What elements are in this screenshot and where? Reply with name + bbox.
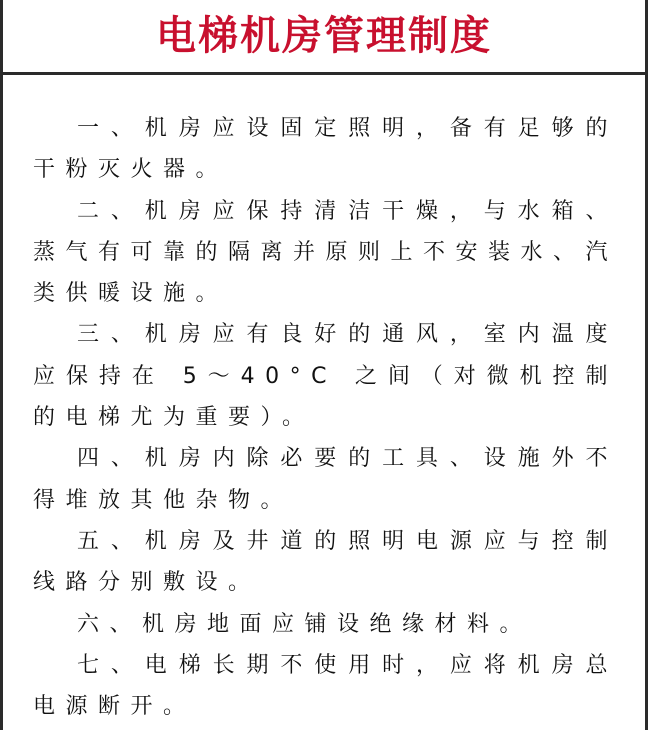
rules-list (33, 108, 618, 727)
rule-item-3: 三、机房应有良好的通风，室内温度应保持在 5～40°C 之间（对微机控制的电梯尤为重要）。 (33, 322, 618, 431)
rule-item-6: 六、机房地面应铺设绝缘材料。 (77, 611, 533, 637)
title-divider (3, 72, 645, 75)
sign-title: 电梯机房管理制度 (156, 13, 492, 59)
rule-item-5: 五、机房及井道的照明电源应与控制线路分别敷设。 (33, 528, 618, 596)
rule-item-2: 二、机房应保持清洁干燥，与水箱、蒸气有可靠的隔离并原则上不安装水、汽类供暖设施。 (33, 198, 619, 307)
rule-item-7: 七、电梯长期不使用时，应将机房总电源断开。 (33, 652, 618, 720)
rule-item-1: 一、机房应设固定照明，备有足够的干粉灭火器。 (33, 116, 618, 183)
rule-item-4: 四、机房内除必要的工具、设施外不得堆放其他杂物。 (33, 446, 618, 513)
